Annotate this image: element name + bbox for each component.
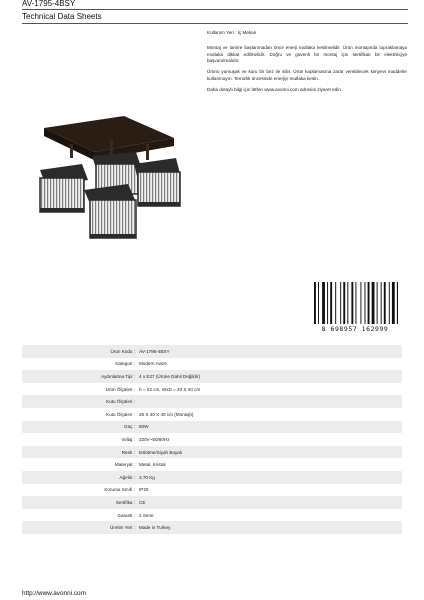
spec-row — [22, 458, 402, 471]
spec-value: Modern Avize — [139, 361, 167, 367]
spec-row — [22, 484, 402, 497]
spec-row — [22, 421, 402, 434]
spec-label: Ürün Kodu : — [22, 345, 137, 358]
cleaning-paragraph: Ürünü yumuşak ve kuru bir bez ile silin. Ürün kaplamasına zarar verebilecek kimyevi maddeler kullanmayın. Temizlik öncesinde enerjiyi mutlaka kesin. — [207, 69, 407, 81]
spec-value: 220V~50/60Hz — [139, 436, 170, 442]
spec-value: 4 x E27 (Ürüne Dahil Değildir) — [137, 370, 402, 383]
spec-row — [22, 446, 402, 459]
spec-label: Güç : — [22, 421, 137, 434]
spec-label: Voltaj : — [121, 436, 135, 442]
header-divider — [22, 9, 408, 10]
safety-paragraph: Montaj ve tamire başlanmadan önce enerji mutlaka kesilmelidir. Ürün montajında topraklamaya mutlaka dikkat edilmelidir. Doğru ve güvenli bir montaj için sertifikalı bir elektrikçiye başvurulmalıdır. — [207, 45, 407, 64]
spec-value: AV-1795-4BSY — [137, 345, 402, 358]
spec-row — [22, 471, 402, 484]
spec-label: Kategori : — [115, 361, 135, 367]
barcode — [312, 282, 398, 333]
product-info-text — [207, 30, 407, 98]
spec-label: Aydınlatma Tipi : — [22, 370, 137, 383]
spec-value: IP20 — [139, 487, 149, 493]
subtitle-divider — [22, 23, 408, 24]
spec-value: Eskitme/Siyah Boyalı — [137, 446, 402, 459]
model-code-header: AV-1795-4BSY — [22, 0, 76, 8]
spec-label: Koruma Sınıfı : — [104, 487, 135, 493]
spec-value: h = 22 cm, WxD = 40 X 40 cm — [139, 386, 201, 392]
spec-label: Ürün Ölçüleri : — [105, 386, 135, 392]
spec-row — [22, 370, 402, 383]
spec-value: Made in Turkey — [137, 521, 402, 534]
spec-row — [22, 383, 402, 396]
spec-value: 3.70 Kg — [137, 471, 402, 484]
spec-label: Materyal : — [114, 462, 135, 468]
specs-table — [22, 345, 402, 534]
datasheet-subtitle: Technical Data Sheets — [22, 12, 102, 21]
spec-value: 25 X 40 X 40 cm (Montajlı) — [139, 411, 194, 417]
spec-label: Ağırlık : — [22, 471, 137, 484]
product-image — [26, 98, 196, 248]
spec-row — [22, 395, 402, 408]
spec-label: Garanti : — [117, 512, 135, 518]
spec-label: Renk : — [22, 446, 137, 459]
spec-value: 2 Sene — [139, 512, 154, 518]
chandelier-illustration — [26, 98, 196, 248]
barcode-bars — [312, 282, 398, 324]
spec-row — [22, 509, 402, 522]
spec-value: 60W — [137, 421, 402, 434]
spec-label: Sertifika : — [22, 496, 137, 509]
website-paragraph: Daha detaylı bilgi için lütfen www.avonni.com adresini ziyaret edin. — [207, 86, 343, 92]
spec-label: Kutu Ölçüleri : — [22, 395, 137, 408]
footer-url[interactable]: http://www.avonni.com — [22, 590, 86, 597]
spec-row — [22, 345, 402, 358]
spec-row — [22, 358, 402, 371]
spec-row — [22, 496, 402, 509]
spec-value — [137, 395, 402, 408]
spec-value: CE — [137, 496, 402, 509]
spec-label: Kutu Ölçüleri : — [106, 411, 135, 417]
usage-location: Kullanım Yeri : İç Mekan — [207, 30, 257, 35]
barcode-number: 8 698957 162999 — [321, 325, 389, 333]
spec-value: Metal, Kristal — [139, 462, 166, 468]
spec-row — [22, 433, 402, 446]
spec-row — [22, 408, 402, 421]
spec-label: Üretim Yeri : — [22, 521, 137, 534]
spec-row — [22, 521, 402, 534]
